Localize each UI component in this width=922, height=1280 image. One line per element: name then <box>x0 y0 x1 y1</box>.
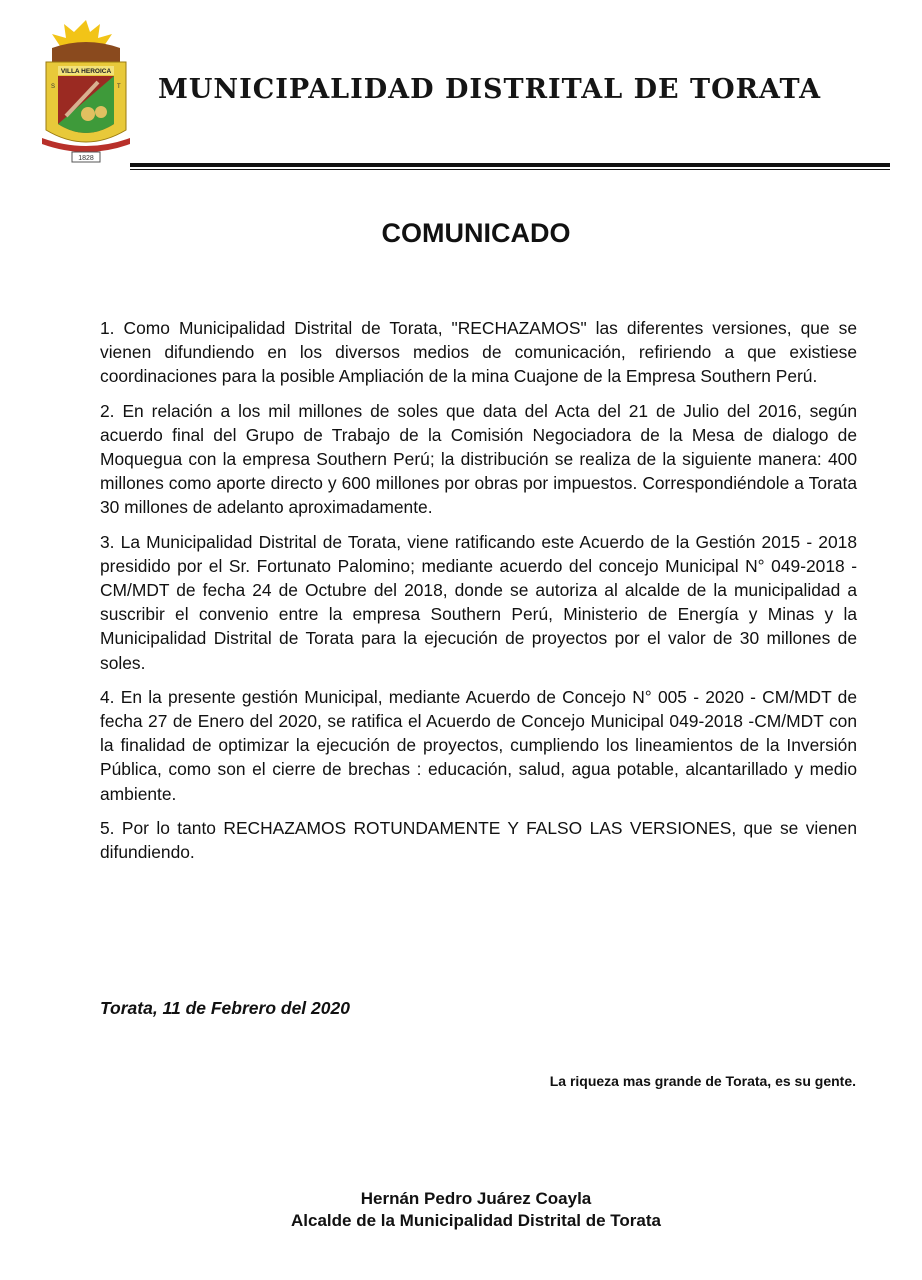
document-body <box>100 316 857 874</box>
svg-text:1828: 1828 <box>78 155 94 162</box>
paragraph-2: 2. En relación a los mil millones de soles que data del Acta del 21 de Julio del 2016, según acuerdo final del Grupo de Trabajo de la Comisión Negociadora de la Mesa de dialogo de Moquegua con la empresa Southern Perú; la distribución se realiza de la siguiente manera: 400 millones como aporte directo y 600 millones por obras por impuestos. Correspondiéndole a Torata 30 millones de adelanto aproximadamente. <box>100 400 857 518</box>
paragraph-4: 4. En la presente gestión Municipal, mediante Acuerdo de Concejo N° 005 - 2020 - CM/MDT de fecha 27 de Enero del 2020, se ratifica el Acuerdo de Concejo Municipal 049-2018 -CM/MDT con la finalidad de optimizar la ejecución de proyectos, cumpliendo los lineamientos de la Inversión Pública, como son el cierre de brechas : educación, salud, agua potable, alcantarillado y medio ambiente. <box>100 686 857 804</box>
svg-text:T: T <box>117 84 121 90</box>
motto: La riqueza mas grande de Torata, es su gente. <box>549 1073 856 1089</box>
header-rule <box>130 163 890 167</box>
organization-name: MUNICIPALIDAD DISTRITAL DE TORATA <box>158 74 822 105</box>
document-title: COMUNICADO <box>381 218 571 248</box>
municipal-coat-of-arms-logo <box>38 18 134 168</box>
signatory-position: Alcalde de la Municipalidad Distrital de Torata <box>291 1211 661 1230</box>
paragraph-3: 3. La Municipalidad Distrital de Torata, viene ratificando este Acuerdo de la Gestión 2015 - 2018 presidido por el Sr. Fortunato Palomino; mediante acuerdo del concejo Municipal N° 049-2018 -CM/MDT de fecha 24 de Octubre del 2018, donde se autoriza al alcalde de la municipalidad a suscribir el convenio entre la empresa Southern Perú, Ministerio de Energía y Minas y la Municipalidad Distrital de Torata para la ejecución de proyectos por el valor de 30 millones de soles. <box>100 531 857 673</box>
paragraph-5: 5. Por lo tanto RECHAZAMOS ROTUNDAMENTE Y FALSO LAS VERSIONES, que se vienen difundiendo. <box>100 817 857 863</box>
header-rule-thin <box>130 169 890 170</box>
svg-text:VILLA HEROICA: VILLA HEROICA <box>60 68 112 75</box>
document-date: Torata, 11 de Febrero del 2020 <box>100 998 350 1018</box>
signature-block <box>0 1188 922 1232</box>
paragraph-1: 1. Como Municipalidad Distrital de Torata, "RECHAZAMOS" las diferentes versiones, que se vienen difundiendo en los diversos medios de comunicación, refiriendo a que existiese coordinaciones para la posible Ampliación de la mina Cuajone de la Empresa Southern Perú. <box>100 318 857 387</box>
signatory-name: Hernán Pedro Juárez Coayla <box>360 1189 592 1208</box>
svg-text:S: S <box>51 84 56 90</box>
